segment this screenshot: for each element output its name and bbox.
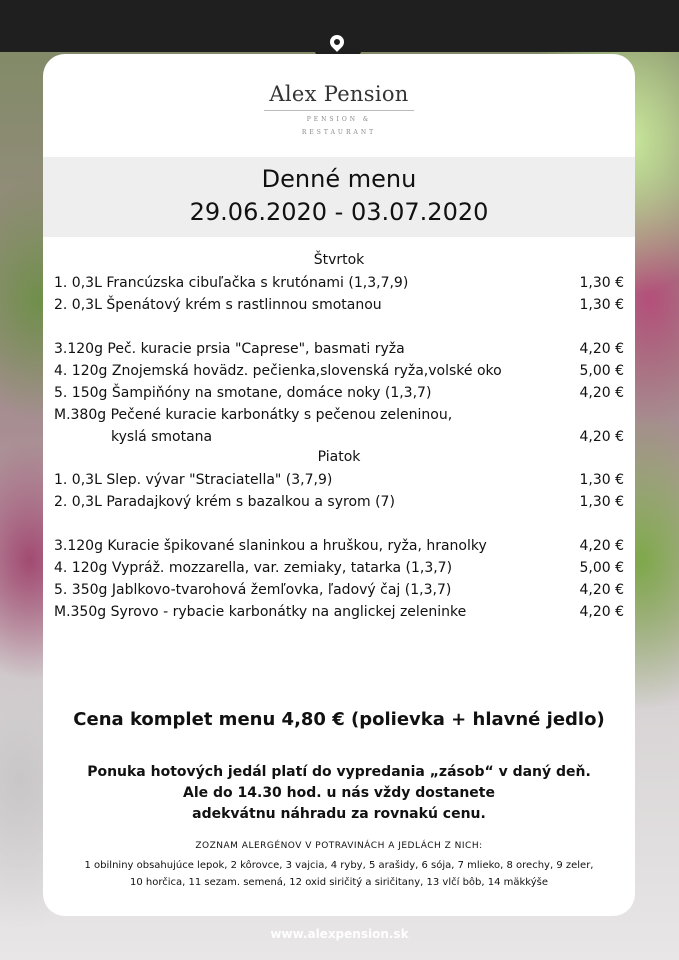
menu-item bbox=[54, 580, 624, 600]
menu-item-continued bbox=[54, 427, 624, 447]
menu-item-price: 4,20 € bbox=[579, 341, 624, 357]
note-line-2: Ale do 14.30 hod. u nás vždy dostanete bbox=[183, 785, 495, 801]
day-heading-friday: Piatok bbox=[317, 449, 361, 465]
menu-item-price: 4,20 € bbox=[579, 604, 624, 620]
menu-item-price: 5,00 € bbox=[579, 363, 624, 379]
menu-item-text-2: kyslá smotana bbox=[111, 429, 213, 445]
logo-tagline-1: PENSION & bbox=[306, 116, 372, 123]
menu-item bbox=[54, 383, 624, 403]
menu-item bbox=[54, 492, 624, 512]
menu-item-price: 1,30 € bbox=[579, 275, 624, 291]
menu-item-text: 2. 0,3L Špenátový krém s rastlinnou smotanou bbox=[54, 297, 382, 313]
allergen-list-1: 1 obilniny obsahujúce lepok, 2 kôrovce, 3 vajcia, 4 ryby, 5 arašidy, 6 sója, 7 mlieko, 8 orechy, 9 zeler, bbox=[84, 860, 594, 871]
menu-item-text: 3.120g Kuracie špikované slaninkou a hruškou, ryža, hranolky bbox=[54, 538, 487, 554]
menu-item bbox=[54, 602, 624, 622]
menu-item bbox=[54, 405, 624, 425]
menu-item-price: 1,30 € bbox=[579, 494, 624, 510]
note-line-1: Ponuka hotových jedál platí do vypredania „zásob“ v daný deň. bbox=[87, 764, 591, 780]
complete-menu-price: Cena komplet menu 4,80 € (polievka + hlavné jedlo) bbox=[73, 709, 605, 730]
menu-item-text: 4. 120g Vypráž. mozzarella, var. zemiaky, tatarka (1,3,7) bbox=[54, 560, 453, 576]
day-heading-thursday: Štvrtok bbox=[313, 252, 365, 268]
website-link[interactable]: www.alexpension.sk bbox=[270, 927, 409, 941]
menu-item-price: 1,30 € bbox=[579, 472, 624, 488]
menu-item-price: 1,30 € bbox=[579, 297, 624, 313]
menu-item-price: 4,20 € bbox=[579, 385, 624, 401]
date-range: 29.06.2020 - 03.07.2020 bbox=[189, 198, 489, 226]
menu-item-text: M.380g Pečené kuracie karbonátky s pečenou zeleninou, bbox=[54, 407, 453, 423]
menu-item-text: M.350g Syrovo - rybacie karbonátky na anglickej zeleninke bbox=[54, 604, 467, 620]
logo-name: Alex Pension bbox=[269, 82, 409, 106]
logo-tagline-2: RESTAURANT bbox=[301, 129, 377, 136]
menu-item-text: 5. 350g Jablkovo-tvarohová žemľovka, ľadový čaj (1,3,7) bbox=[54, 582, 452, 598]
menu-item-price: 5,00 € bbox=[579, 560, 624, 576]
menu-item-text: 2. 0,3L Paradajkový krém s bazalkou a syrom (7) bbox=[54, 494, 395, 510]
menu-item-text: 3.120g Peč. kuracie prsia "Caprese", basmati ryža bbox=[54, 341, 405, 357]
menu-item-text: 4. 120g Znojemská hovädz. pečienka,slovenská ryža,volské oko bbox=[54, 363, 502, 379]
menu-item-price: 4,20 € bbox=[579, 538, 624, 554]
note-line-3: adekvátnu náhradu za rovnakú cenu. bbox=[192, 806, 486, 822]
menu-item bbox=[54, 273, 624, 293]
menu-item bbox=[54, 470, 624, 490]
menu-item bbox=[54, 295, 624, 315]
menu-item bbox=[54, 339, 624, 359]
menu-card bbox=[43, 54, 635, 916]
menu-item-text: 1. 0,3L Francúzska cibuľačka s krutónami (1,3,7,9) bbox=[54, 275, 409, 291]
menu-item-price: 4,20 € bbox=[579, 429, 624, 445]
menu-item bbox=[54, 536, 624, 556]
logo bbox=[43, 82, 635, 137]
menu-item bbox=[54, 361, 624, 381]
menu-item-text: 5. 150g Šampiňóny na smotane, domáce noky (1,3,7) bbox=[54, 385, 432, 401]
menu-item-price: 4,20 € bbox=[579, 582, 624, 598]
allergen-list-2: 10 horčica, 11 sezam. semená, 12 oxid siričitý a siričitany, 13 vlčí bôb, 14 mäkkýše bbox=[129, 877, 549, 888]
menu-item-text: 1. 0,3L Slep. vývar "Straciatella" (3,7,9) bbox=[54, 472, 333, 488]
logo-divider bbox=[264, 110, 414, 111]
menu-item bbox=[54, 558, 624, 578]
title-band bbox=[43, 157, 635, 237]
page-title: Denné menu bbox=[261, 165, 417, 193]
allergen-title: ZOZNAM ALERGÉNOV V POTRAVINÁCH A JEDLÁCH Z NICH: bbox=[195, 841, 483, 851]
